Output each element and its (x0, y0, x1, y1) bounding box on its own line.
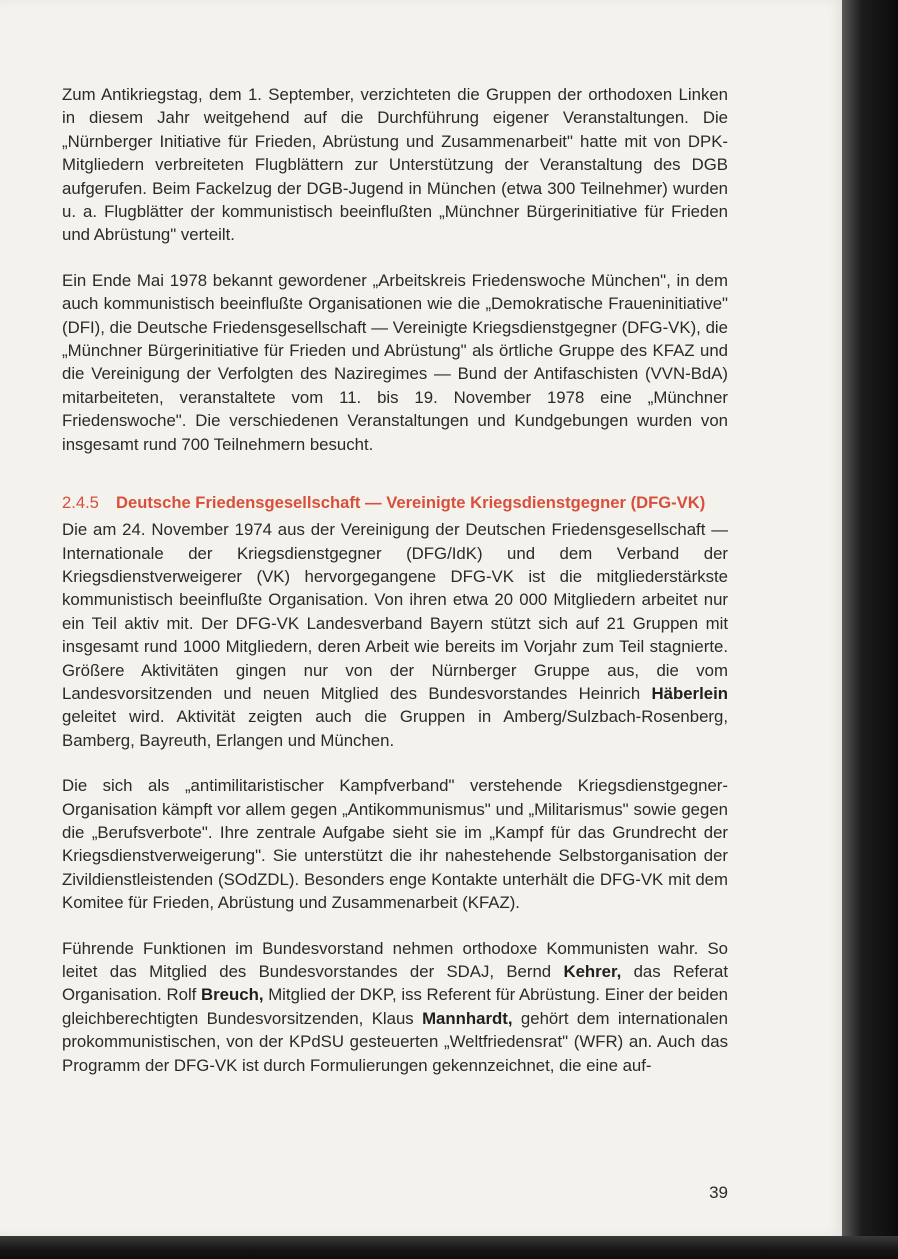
paragraph-text: das Referat Organisation. Rolf (62, 962, 728, 1005)
paragraph-kampfverband: Die sich als „antimilitaristischer Kampfverband" verstehende Kriegsdienstgegner-Organisation kämpft vor allem gegen „Antikommunismus" und „Militarismus" sowie gegen die „Berufsverbote". Ihre zentrale Aufgabe sieht sie im „Kampf für das Grundrecht der Kriegsdienstverweigerung". Sie unterstützt die ihr nahestehende Selbstorganisation der Zivildienstleistenden (SOdZDL). Besonders enge Kontakte unterhält die DFG-VK mit dem Komitee für Frieden, Abrüstung und Zusammenarbeit (KFAZ). (62, 776, 728, 913)
paragraph-funktionen (62, 937, 728, 1077)
paragraph-text: Mitglied der DKP, iss Referent für Abrüstung. Einer der beiden gleichberechtigten Bundesvorsitzenden, Klaus (62, 985, 728, 1028)
paragraph-antikriegstag: Zum Antikriegstag, dem 1. September, verzichteten die Gruppen der orthodoxen Linken in diesem Jahr weitgehend auf die Durchführung eigener Veranstaltungen. Die „Nürnberger Initiative für Frieden, Abrüstung und Zusammenarbeit" hatte mit von DPK-Mitgliedern verbreiteten Flugblättern zur Unterstützung der Veranstaltung des DGB aufgerufen. Beim Fackelzug der DGB-Jugend in München (etwa 300 Teilnehmer) wurden u. a. Flugblätter der kommunistisch beeinflußten „Münchner Bürgerinitiative für Frieden und Abrüstung" verteilt. (62, 85, 728, 245)
section-title: Deutsche Friedensgesellschaft — Vereinigte Kriegsdienstgegner (DFG-VK) (116, 493, 706, 513)
book-bottom-edge (0, 1236, 898, 1259)
paragraph-friedenswoche: Ein Ende Mai 1978 bekannt gewordener „Arbeitskreis Friedenswoche München", in dem auch kommunistisch beeinflußte Organisationen wie die „Demokratische Fraueninitiative" (DFI), die Deutsche Friedensgesellschaft — Vereinigte Kriegsdienstgegner (DFG-VK), die „Münchner Bürgerinitiative für Frieden und Abrüstung" als örtliche Gruppe des KFAZ und die Vereinigung der Verfolgten des Naziregimes — Bund der Antifaschisten (VVN-BdA) mitarbeiteten, veranstaltete vom 11. bis 19. November 1978 eine „Münchner Friedenswoche". Die verschiedenen Veranstaltungen und Kundgebungen wurden von insgesamt rund 700 Teilnehmern besucht. (62, 270, 728, 454)
page-number: 39 (709, 1183, 728, 1202)
section-number: 2.4.5 (62, 493, 99, 513)
paragraph-dfg-vk-intro (62, 518, 728, 752)
paragraph-text: gehört dem internationalen prokommunistischen, von der KPdSU gesteuerten „Weltfriedensrat" (WFR) an. Auch das Programm der DFG-VK ist durch Formulierungen gekennzeichnet, die eine auf- (62, 1008, 728, 1075)
book-spine-shadow (842, 0, 898, 1259)
paragraph-text: Die am 24. November 1974 aus der Vereinigung der Deutschen Friedensgesellschaft — Internationale der Kriegsdienstgegner (DFG/IdK) und dem Verband der Kriegsdienstverweigerer (VK) hervorgegangene DFG-VK ist die mitgliederstärkste kommunistisch beeinflußte Organisation. Von ihren etwa 20 000 Mitgliedern arbeitet nur ein Teil aktiv mit. Der DFG-VK Landesverband Bayern stützt sich auf 21 Gruppen mit insgesamt rund 1000 Mitgliedern, deren Arbeit wie bereits im Vorjahr zum Teil stagnierte. Größere Aktivitäten gingen nur von der Nürnberger Gruppe aus, die vom Landesvorsitzenden und neuen Mitglied des Bundesvorstandes Heinrich (62, 520, 728, 703)
person-name-kehrer: Kehrer, (563, 962, 622, 981)
paragraph-text: geleitet wird. Aktivität zeigten auch die Gruppen in Amberg/Sulzbach-Rosenberg, Bamberg, Bayreuth, Erlangen und München. (62, 707, 728, 750)
person-name-breuch: Breuch, (201, 985, 264, 1005)
page-content (62, 83, 728, 1099)
person-name-mannhardt: Mannhardt, (422, 1008, 513, 1028)
paragraph-text: Führende Funktionen im Bundesvorstand nehmen orthodoxe Kommunisten wahr. So leitet das Mitglied des Bundesvorstandes der SDAJ, Bernd (62, 938, 728, 981)
person-name-haeberlein: Häberlein (651, 683, 728, 703)
section-heading (62, 492, 728, 514)
